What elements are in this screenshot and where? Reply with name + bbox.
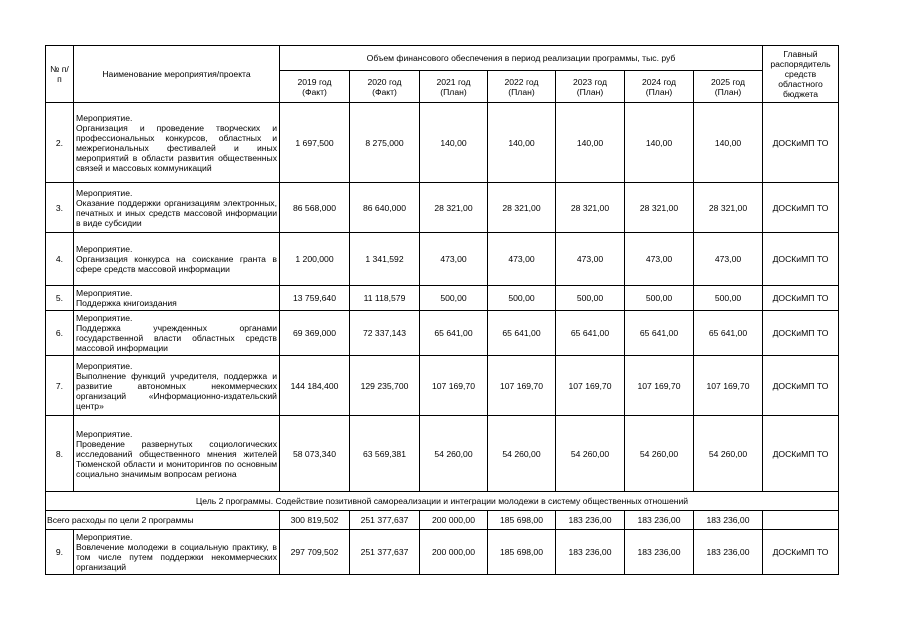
header-year-2021: 2021 год (План) bbox=[420, 71, 488, 103]
row-admin: ДОСКиМП ТО bbox=[763, 233, 839, 286]
row-admin: ДОСКиМП ТО bbox=[763, 356, 839, 416]
header-year-2024: 2024 год (План) bbox=[625, 71, 694, 103]
total-2022: 185 698,00 bbox=[488, 511, 556, 530]
value-2023: 183 236,00 bbox=[556, 530, 625, 575]
value-2024: 183 236,00 bbox=[625, 530, 694, 575]
value-2022: 473,00 bbox=[488, 233, 556, 286]
row-name: Мероприятие. Организация и проведение творческих и профессиональных конкурсов, областных и межрегиональных фестивалей и иных мероприятий в области развития общественных связей и массовых коммуникаций bbox=[74, 103, 280, 183]
value-2022: 54 260,00 bbox=[488, 416, 556, 492]
value-2022: 28 321,00 bbox=[488, 183, 556, 233]
value-2019: 1 697,500 bbox=[280, 103, 350, 183]
row-admin: ДОСКиМП ТО bbox=[763, 286, 839, 311]
row-num: 5. bbox=[46, 286, 74, 311]
value-2021: 200 000,00 bbox=[420, 530, 488, 575]
header-num: № п/п bbox=[46, 46, 74, 103]
row-num: 6. bbox=[46, 311, 74, 356]
value-2025: 65 641,00 bbox=[694, 311, 763, 356]
row-admin: ДОСКиМП ТО bbox=[763, 416, 839, 492]
value-2024: 500,00 bbox=[625, 286, 694, 311]
value-2021: 28 321,00 bbox=[420, 183, 488, 233]
value-2019: 58 073,340 bbox=[280, 416, 350, 492]
value-2020: 63 569,381 bbox=[350, 416, 420, 492]
row-name: Мероприятие. Проведение развернутых социологических исследований общественного мнения жителей Тюменской области и мониторингов по основным социально значимым вопросам региона bbox=[74, 416, 280, 492]
header-year-2022: 2022 год (План) bbox=[488, 71, 556, 103]
value-2021: 500,00 bbox=[420, 286, 488, 311]
value-2025: 183 236,00 bbox=[694, 530, 763, 575]
header-year-2025: 2025 год (План) bbox=[694, 71, 763, 103]
value-2021: 140,00 bbox=[420, 103, 488, 183]
value-2023: 140,00 bbox=[556, 103, 625, 183]
value-2024: 28 321,00 bbox=[625, 183, 694, 233]
value-2023: 28 321,00 bbox=[556, 183, 625, 233]
row-name: Мероприятие. Организация конкурса на соискание гранта в сфере средств массовой информации bbox=[74, 233, 280, 286]
value-2025: 140,00 bbox=[694, 103, 763, 183]
total-admin bbox=[763, 511, 839, 530]
value-2023: 500,00 bbox=[556, 286, 625, 311]
value-2019: 144 184,400 bbox=[280, 356, 350, 416]
value-2021: 65 641,00 bbox=[420, 311, 488, 356]
table-row bbox=[46, 311, 839, 356]
value-2022: 140,00 bbox=[488, 103, 556, 183]
table-row bbox=[46, 416, 839, 492]
row-num: 3. bbox=[46, 183, 74, 233]
value-2025: 107 169,70 bbox=[694, 356, 763, 416]
header-year-2019: 2019 год (Факт) bbox=[280, 71, 350, 103]
header-year-2023: 2023 год (План) bbox=[556, 71, 625, 103]
row-name: Мероприятие. Поддержка книгоиздания bbox=[74, 286, 280, 311]
row-num: 2. bbox=[46, 103, 74, 183]
value-2023: 107 169,70 bbox=[556, 356, 625, 416]
total-2024: 183 236,00 bbox=[625, 511, 694, 530]
row-name: Мероприятие. Выполнение функций учредителя, поддержка и развитие автономных некоммерческих организаций «Информационно-издательский центр» bbox=[74, 356, 280, 416]
header-row-1 bbox=[46, 46, 839, 71]
row-num: 8. bbox=[46, 416, 74, 492]
value-2023: 54 260,00 bbox=[556, 416, 625, 492]
header-funding: Объем финансового обеспечения в период реализации программы, тыс. руб bbox=[280, 46, 763, 71]
total-2025: 183 236,00 bbox=[694, 511, 763, 530]
total-2019: 300 819,502 bbox=[280, 511, 350, 530]
header-name: Наименование мероприятия/проекта bbox=[74, 46, 280, 103]
value-2020: 8 275,000 bbox=[350, 103, 420, 183]
value-2020: 72 337,143 bbox=[350, 311, 420, 356]
row-admin: ДОСКиМП ТО bbox=[763, 103, 839, 183]
value-2022: 107 169,70 bbox=[488, 356, 556, 416]
row-admin: ДОСКиМП ТО bbox=[763, 311, 839, 356]
value-2025: 500,00 bbox=[694, 286, 763, 311]
row-admin: ДОСКиМП ТО bbox=[763, 530, 839, 575]
table-row bbox=[46, 356, 839, 416]
table-row bbox=[46, 233, 839, 286]
value-2019: 1 200,000 bbox=[280, 233, 350, 286]
table-row bbox=[46, 286, 839, 311]
value-2024: 107 169,70 bbox=[625, 356, 694, 416]
goal-2-text: Цель 2 программы. Содействие позитивной самореализации и интеграции молодежи в систему общественных отношений bbox=[46, 492, 839, 511]
value-2019: 69 369,000 bbox=[280, 311, 350, 356]
funding-table bbox=[45, 45, 839, 575]
value-2024: 65 641,00 bbox=[625, 311, 694, 356]
value-2020: 251 377,637 bbox=[350, 530, 420, 575]
value-2021: 54 260,00 bbox=[420, 416, 488, 492]
row-num: 4. bbox=[46, 233, 74, 286]
value-2025: 28 321,00 bbox=[694, 183, 763, 233]
table-row bbox=[46, 103, 839, 183]
value-2022: 65 641,00 bbox=[488, 311, 556, 356]
value-2020: 11 118,579 bbox=[350, 286, 420, 311]
header-admin: Главный распорядитель средств областного бюджета bbox=[763, 46, 839, 103]
total-row bbox=[46, 511, 839, 530]
value-2020: 129 235,700 bbox=[350, 356, 420, 416]
table-row bbox=[46, 183, 839, 233]
value-2019: 86 568,000 bbox=[280, 183, 350, 233]
value-2019: 297 709,502 bbox=[280, 530, 350, 575]
total-label: Всего расходы по цели 2 программы bbox=[46, 511, 280, 530]
value-2020: 1 341,592 bbox=[350, 233, 420, 286]
value-2020: 86 640,000 bbox=[350, 183, 420, 233]
value-2022: 185 698,00 bbox=[488, 530, 556, 575]
value-2021: 107 169,70 bbox=[420, 356, 488, 416]
row-admin: ДОСКиМП ТО bbox=[763, 183, 839, 233]
goal-row bbox=[46, 492, 839, 511]
row-num: 9. bbox=[46, 530, 74, 575]
total-2021: 200 000,00 bbox=[420, 511, 488, 530]
value-2021: 473,00 bbox=[420, 233, 488, 286]
value-2025: 54 260,00 bbox=[694, 416, 763, 492]
row-name: Мероприятие. Вовлечение молодежи в социальную практику, в том числе путем поддержки некоммерческих организаций bbox=[74, 530, 280, 575]
value-2022: 500,00 bbox=[488, 286, 556, 311]
value-2024: 473,00 bbox=[625, 233, 694, 286]
value-2019: 13 759,640 bbox=[280, 286, 350, 311]
total-2020: 251 377,637 bbox=[350, 511, 420, 530]
value-2024: 140,00 bbox=[625, 103, 694, 183]
row-name: Мероприятие. Поддержка учрежденных органами государственной власти областных средств массовой информации bbox=[74, 311, 280, 356]
value-2024: 54 260,00 bbox=[625, 416, 694, 492]
table-row bbox=[46, 530, 839, 575]
total-2023: 183 236,00 bbox=[556, 511, 625, 530]
value-2023: 65 641,00 bbox=[556, 311, 625, 356]
value-2025: 473,00 bbox=[694, 233, 763, 286]
header-year-2020: 2020 год (Факт) bbox=[350, 71, 420, 103]
row-num: 7. bbox=[46, 356, 74, 416]
row-name: Мероприятие. Оказание поддержки организациям электронных, печатных и иных средств массовой информации в виде субсидии bbox=[74, 183, 280, 233]
value-2023: 473,00 bbox=[556, 233, 625, 286]
